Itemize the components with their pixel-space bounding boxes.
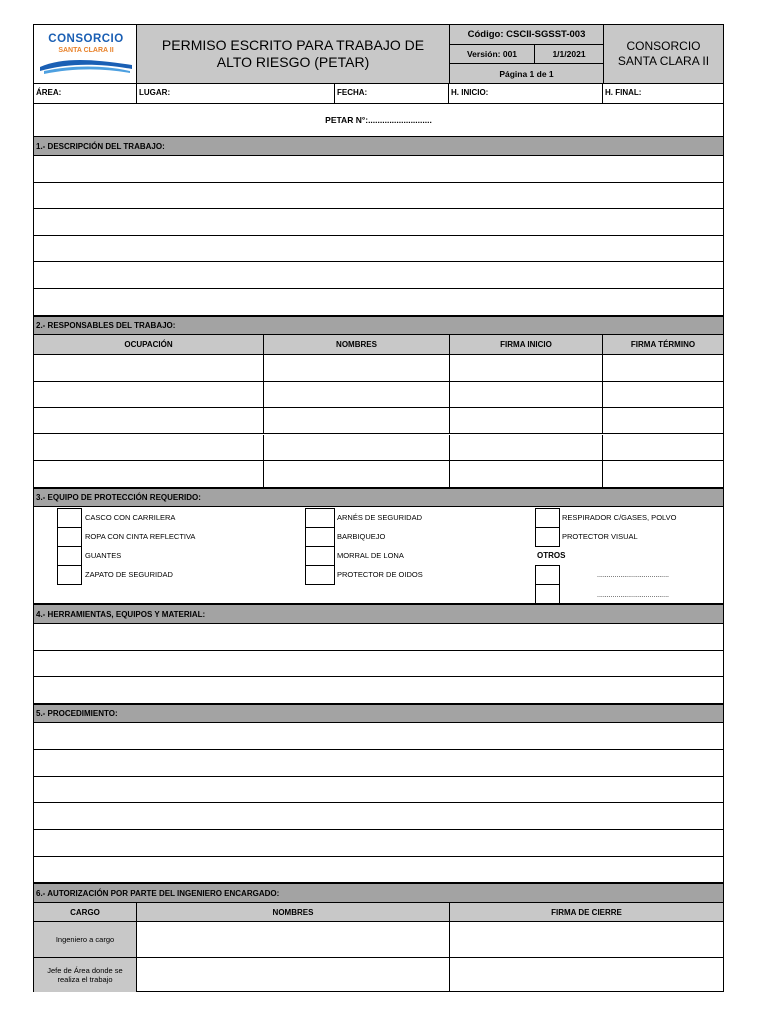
ppe-panel [34, 507, 723, 604]
ppe-checkbox[interactable] [57, 546, 82, 566]
procedure-line[interactable] [34, 857, 723, 883]
lugar-cell[interactable] [137, 83, 335, 104]
responsables-cell[interactable] [34, 355, 264, 382]
ppe-label: ROPA CON CINTA REFLECTIVA [85, 532, 196, 541]
otros-label: OTROS [537, 551, 566, 560]
area-label: ÁREA: [36, 88, 62, 97]
responsables-cell[interactable] [450, 382, 603, 408]
col-firma-termino: FIRMA TÉRMINO [603, 335, 723, 355]
otros-line[interactable]: ..................................... [597, 572, 669, 579]
logo-line2: SANTA CLARA II [58, 47, 114, 54]
ppe-checkbox[interactable] [57, 527, 82, 547]
ppe-label: PROTECTOR VISUAL [562, 532, 638, 541]
section-4-header: 4.- HERRAMIENTAS, EQUIPOS Y MATERIAL: [34, 604, 723, 624]
procedure-line[interactable] [34, 750, 723, 777]
petar-form [33, 24, 724, 992]
responsables-cell[interactable] [264, 408, 450, 434]
responsables-cell[interactable] [603, 461, 723, 488]
version: Versión: 001 [449, 44, 535, 64]
responsables-cell[interactable] [34, 461, 264, 488]
ppe-label: GUANTES [85, 551, 122, 560]
responsables-cell[interactable] [34, 382, 264, 408]
section-1-header: 1.- DESCRIPCIÓN DEL TRABAJO: [34, 136, 723, 156]
h-final-cell[interactable] [603, 83, 723, 104]
section-3-header: 3.- EQUIPO DE PROTECCIÓN REQUERIDO: [34, 488, 723, 507]
procedure-line[interactable] [34, 830, 723, 857]
procedure-line[interactable] [34, 777, 723, 803]
ppe-checkbox[interactable] [535, 527, 560, 547]
section-2-header: 2.- RESPONSABLES DEL TRABAJO: [34, 316, 723, 335]
responsables-cell[interactable] [603, 435, 723, 461]
otros-checkbox[interactable] [535, 584, 560, 604]
tools-line[interactable] [34, 624, 723, 651]
ppe-checkbox[interactable] [535, 508, 560, 528]
h-inicio-cell[interactable] [449, 83, 603, 104]
responsables-cell[interactable] [603, 382, 723, 408]
cargo-jefe-area: Jefe de Área donde se realiza el trabajo [34, 958, 137, 992]
ppe-checkbox[interactable] [57, 508, 82, 528]
tools-line[interactable] [34, 677, 723, 704]
desc-line[interactable] [34, 183, 723, 209]
codigo: Código: CSCII-SGSST-003 [449, 24, 604, 45]
desc-line[interactable] [34, 156, 723, 183]
responsables-cell[interactable] [264, 435, 450, 461]
pagina: Página 1 de 1 [449, 63, 604, 84]
fecha-cell[interactable] [335, 83, 449, 104]
col-auth-nombres: NOMBRES [137, 903, 450, 922]
ppe-checkbox[interactable] [57, 565, 82, 585]
lugar-label: LUGAR: [139, 88, 171, 97]
col-ocupacion: OCUPACIÓN [34, 335, 264, 355]
desc-line[interactable] [34, 262, 723, 289]
area-cell[interactable] [34, 83, 137, 104]
responsables-cell[interactable] [264, 461, 450, 488]
logo-line1: CONSORCIO [48, 33, 124, 45]
col-firma-inicio: FIRMA INICIO [450, 335, 603, 355]
ppe-label: RESPIRADOR C/GASES, POLVO [562, 513, 677, 522]
logo-box [33, 24, 137, 84]
version-date: 1/1/2021 [534, 44, 604, 64]
procedure-line[interactable] [34, 723, 723, 750]
fecha-label: FECHA: [337, 88, 368, 97]
tools-line[interactable] [34, 651, 723, 677]
petar-number[interactable]: PETAR N°:........................... [34, 104, 723, 137]
ppe-label: ARNÉS DE SEGURIDAD [337, 513, 423, 522]
ppe-label: ZAPATO DE SEGURIDAD [85, 570, 173, 579]
ppe-checkbox[interactable] [305, 565, 335, 585]
procedure-line[interactable] [34, 803, 723, 830]
auth-name-cell[interactable] [137, 958, 450, 992]
responsables-cell[interactable] [450, 408, 603, 434]
ppe-label: BARBIQUEJO [337, 532, 386, 541]
company-name: CONSORCIO SANTA CLARA II [603, 24, 724, 84]
h-final-label: H. FINAL: [605, 88, 642, 97]
col-cargo: CARGO [34, 903, 137, 922]
responsables-cell[interactable] [450, 461, 603, 488]
auth-signature-cell[interactable] [450, 922, 723, 958]
responsables-cell[interactable] [264, 355, 450, 382]
ppe-label: CASCO CON CARRILERA [85, 513, 176, 522]
ppe-checkbox[interactable] [305, 546, 335, 566]
responsables-cell[interactable] [34, 408, 264, 434]
h-inicio-label: H. INICIO: [451, 88, 489, 97]
otros-line[interactable]: ..................................... [597, 592, 669, 599]
section-5-header: 5.- PROCEDIMIENTO: [34, 704, 723, 723]
otros-checkbox[interactable] [535, 565, 560, 585]
responsables-cell[interactable] [603, 355, 723, 382]
desc-line[interactable] [34, 209, 723, 236]
logo-wave-icon [38, 55, 134, 75]
form-title: PERMISO ESCRITO PARA TRABAJO DE ALTO RIESGO (PETAR) [161, 37, 425, 70]
auth-signature-cell[interactable] [450, 958, 723, 992]
col-firma-cierre: FIRMA DE CIERRE [450, 903, 723, 922]
col-nombres: NOMBRES [264, 335, 450, 355]
form-title-box [136, 24, 450, 84]
ppe-checkbox[interactable] [305, 527, 335, 547]
responsables-cell[interactable] [34, 435, 264, 461]
section-6-header: 6.- AUTORIZACIÓN POR PARTE DEL INGENIERO ENCARGADO: [34, 883, 723, 903]
auth-name-cell[interactable] [137, 922, 450, 958]
desc-line[interactable] [34, 289, 723, 316]
responsables-cell[interactable] [450, 355, 603, 382]
ppe-label: PROTECTOR DE OIDOS [337, 570, 423, 579]
ppe-label: MORRAL DE LONA [337, 551, 404, 560]
responsables-cell[interactable] [264, 382, 450, 408]
responsables-cell[interactable] [603, 408, 723, 434]
ppe-checkbox[interactable] [305, 508, 335, 528]
desc-line[interactable] [34, 236, 723, 262]
responsables-cell[interactable] [450, 435, 603, 461]
cargo-ingeniero: Ingeniero a cargo [34, 922, 137, 958]
